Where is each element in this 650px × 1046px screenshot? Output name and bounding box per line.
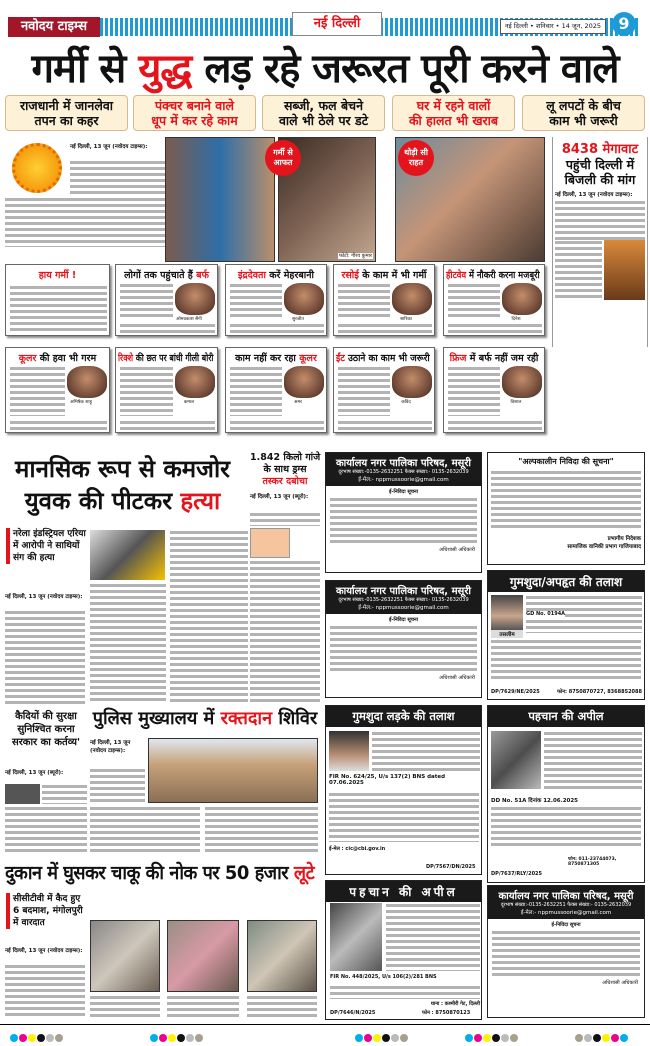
box-caption: सारिका [400,317,412,322]
subhead-line: की हालत भी खराब [408,113,499,128]
photo-credit: फोटो: गौरव कुमार [339,253,372,259]
subhead-line: धूप में कर रहे काम [151,113,238,128]
tender-sign1: प्रभागीय निदेशक [607,536,641,542]
subhead-line: वाले भी ठेले पर डटे [278,113,369,128]
power-dateline: नई दिल्ली, 13 जून (नवोदय टाइम्स): [555,192,633,198]
boxes_row1-box-4 [443,264,545,336]
missing-woman-gd: GD No. 0194A [526,611,566,617]
box-portrait [175,366,215,398]
photo-identify-2 [330,903,382,971]
box-title: कूलर की हवा भी गरम [18,353,97,364]
subhead-2 [262,95,385,131]
identify2-fir: FIR No. 448/2025, U/s 106(2)/281 BNS [330,974,437,980]
color-dot [593,1034,601,1042]
mussoorie-title: कार्यालय नगर पालिका परिषद, मसूरी [335,458,471,469]
ad-identify-1 [487,705,645,883]
box-text [448,420,542,431]
box-portrait [284,283,324,315]
identify1-dd: DD No. 51A दिनांक 12.06.2025 [491,798,579,804]
missing-boy-title [326,706,481,727]
prisoners-dateline: नई दिल्ली, 13 जून (ब्यूरो): [5,770,64,776]
intro-dateline: नई दिल्ली, 13 जून (नवोदय टाइम्स): [70,144,148,150]
robbery-text [247,995,317,1017]
identify2-station-text: थाना : कश्मीरी गेट, दिल्ली [430,1001,480,1007]
box-text [448,283,500,319]
mussoorie-header [488,886,644,919]
boxes_row2-box-1 [115,347,218,433]
box-text [230,323,324,334]
color-dot [195,1034,203,1042]
page-number: 9 [612,12,636,36]
robbery-kicker: सीसीटीवी में कैद हुए 6 बदमाश, मंगोलपुरी में वारदात [6,893,86,929]
box-caption: अभिषेक शाहू [70,400,92,405]
missing-boy-title-text: गुमशुदा लड़के की तलाश [352,709,455,723]
robbery-headline-red: लूटे [293,862,315,884]
box-text [10,285,107,333]
mussoorie-text [492,930,640,978]
color-dot [150,1034,158,1042]
ad-missing-woman [487,570,645,700]
photo-identify-1 [491,731,541,789]
murder-text [170,530,248,703]
box-text [338,366,390,416]
blood-headline [90,707,320,731]
blood-headline-text: पुलिस मुख्यालय में [92,708,221,729]
color-dot [186,1034,194,1042]
prisoners-text [5,806,87,852]
subhead-1 [133,95,256,131]
identify2-title-text: पहचान की अपील [349,885,458,899]
mussoorie-notice: ई-निविदा सूचना [551,922,581,928]
dateline [500,19,606,34]
identify2-phone: फोन : 8750870123 [422,1010,471,1016]
color-dot [474,1034,482,1042]
mussoorie-header [326,581,481,614]
box-title: फ्रिज में बर्फ नहीं जम रही [449,353,539,364]
headline-text: लड़ रहे जरूरत पूरी करने वाले [191,46,619,92]
blood-headline-text: शिविर [272,708,318,729]
tender-sign2: सामाजिक वानिकी प्रभाग गाजियाबाद [567,544,641,550]
masthead [0,14,650,40]
boxes_row2-box-4 [443,347,545,433]
cctv-photo-1 [90,920,160,992]
subhead-0 [5,95,128,131]
drugs-headline-line: के साथ ड्रग्स [263,464,307,475]
photo-woman-house [165,137,275,262]
identify1-text [491,806,641,846]
color-dot [37,1034,45,1042]
subhead-3 [392,95,515,131]
boxes_row2-box-2 [225,347,327,433]
mussoorie-email: ई-मेल:- nppmussoorie@gmail.com [520,910,612,916]
box-caption: कविंद [401,400,411,405]
box-title: काम नहीं कर रहा कूलर [235,353,317,364]
color-bar [355,1027,409,1046]
blood-headline-red: रक्तदान [220,708,273,729]
identify1-phone: फोन: 011-23744073, 8750871305 [568,857,617,867]
color-dot [510,1034,518,1042]
box-portrait [502,366,542,398]
box-caption: विशाल [510,400,522,405]
intro-text [70,160,165,195]
color-dot [602,1034,610,1042]
photo-missing-boy [329,731,369,771]
box-text [120,420,215,431]
ad-identify-2 [325,880,482,1020]
power-text [555,240,602,300]
box-text [10,366,65,416]
ad-tender [487,452,645,565]
photo-missing-woman [491,595,523,630]
robbery-dateline: नई दिल्ली, 13 जून (नवोदय टाइम्स): [5,948,83,954]
box-text [448,323,542,334]
missing-woman-phone [546,689,642,695]
subhead-line: राजधानी में जानलेवा [19,98,114,113]
color-dot [168,1034,176,1042]
box-caption: दिनेश [511,317,521,322]
color-dot [483,1034,491,1042]
mussoorie-sign: अधिशासी अधिकारी [439,675,475,681]
color-dot [10,1034,18,1042]
boxes_row1-box-1 [115,264,218,336]
subhead-line: काम भी जरूरी [549,113,618,128]
ad-mussoorie-1 [325,452,482,573]
box-text [338,323,432,334]
box-portrait [67,366,107,398]
logo [8,17,100,37]
box-portrait [392,366,432,398]
photo-blood-camp [148,738,318,803]
edition-label: नई दिल्ली [292,12,382,36]
ad-missing-boy [325,705,482,875]
box-title: हीटवेव में नौकरी करना मजबूरी [446,270,540,281]
mussoorie-text [330,625,477,673]
color-dot [465,1034,473,1042]
mussoorie-notice: ई-निविदा सूचना [389,617,418,623]
headline-text: गर्मी से [31,46,139,92]
murder-dateline: नई दिल्ली, 13 जून (नवोदय टाइम्स): [5,594,83,600]
power-title-red [555,139,645,157]
logo-text: नवोदय टाइम्स [20,19,88,34]
box-text [120,283,173,319]
color-dot [620,1034,628,1042]
identify2-title [326,881,481,902]
subhead-line: पंक्चर बनाने वाले [155,98,234,113]
missing-boy-text [372,731,480,771]
box-text [10,420,107,431]
color-dot [391,1034,399,1042]
drugs-dateline: नई दिल्ली, 13 जून (ब्यूरो): [250,494,309,500]
identify2-station [386,1001,480,1007]
tender-title-text: "अल्पकालीन निविदा की सूचना" [518,457,614,466]
mussoorie-sign: अधिशासी अधिकारी [602,980,638,986]
power-title: पहुंची दिल्ली में बिजली की मांग [564,157,636,187]
mussoorie-title: कार्यालय नगर पालिका परिषद, मसूरी [498,891,634,902]
court-photo [5,784,40,804]
identify1-text [544,731,642,789]
mussoorie-text [330,497,477,545]
box-text [230,366,282,416]
color-bar [10,1027,64,1046]
missing-woman-title [488,571,644,592]
box-text [120,323,215,334]
color-dot [382,1034,390,1042]
boxes_row2-box-0 [5,347,110,433]
color-dot [19,1034,27,1042]
mussoorie-email: ई-मेल:- nppmussoorie@gmail.com [358,477,449,483]
subhead-line: घर में रहने वालों [416,98,491,113]
subhead-line: सब्जी, फल बेचने [283,98,364,113]
prisoners-headline: कैदियों की सुरक्षा सुनिश्चित करना सरकार का कर्तव्य' [11,711,81,748]
box-title: ईंट उठाने का काम भी जरूरी [336,353,430,364]
box-caption: अमर [294,400,302,405]
tender-title [491,456,641,467]
badge-garmi: गर्मी से आफत [265,140,301,176]
color-dot [355,1034,363,1042]
color-bar [575,1027,629,1046]
color-bar [465,1027,519,1046]
robbery-text [5,964,85,1016]
sun-icon [12,143,62,193]
color-dot [28,1034,36,1042]
identify1-title-text: पहचान की अपील [528,709,604,723]
murder-headline-line: मानसिक रूप से कमजोर [15,455,230,483]
badge-rahat: थोड़ी सी राहत [398,140,434,176]
color-dot [46,1034,54,1042]
blood-text [205,806,318,854]
robbery-headline-text: दुकान में घुसकर चाकू की नोक पर 50 हजार [5,862,294,884]
mussoorie-phone: दूरभाष संख्या:-0135-2632251 फैक्स संख्या:- 0135-2632039 [500,902,632,908]
box-portrait [502,283,542,315]
intro-text [5,197,165,247]
box-title: इंद्रदेवता करें मेहरबानी [238,270,314,281]
murder-text [5,610,85,704]
missing-boy-text [329,792,479,842]
color-bar [150,1027,204,1046]
missing-woman-text [491,639,641,679]
box-title: रसोई के काम में भी गर्मी [341,270,427,281]
drugs-headline [250,452,320,488]
blood-text [90,806,200,854]
missing-woman-code: DP/7629/NE/2025 [491,689,540,695]
box-text [338,420,432,431]
color-dot [584,1034,592,1042]
missing-woman-title-text: गुमशुदा/अपहृत की तलाश [509,575,623,589]
box-caption: कमाल [183,400,195,405]
illustration-beating [90,530,165,580]
identify1-title [488,706,644,727]
box-text [338,283,390,319]
subhead-4 [522,95,645,131]
prisoners-text [42,784,87,804]
box-text [448,366,500,416]
mussoorie-phone: दूरभाष संख्या:-0135-2632251 फैक्स संख्या:- 0135-2632039 [338,469,469,475]
murder-kicker: नरेला इंडस्ट्रियल एरिया में आरोपी ने साथियों संग की हत्या [6,528,86,564]
missing-boy-email: ई-मेल : cic@cbi.gov.in [329,846,386,852]
box-text [230,283,282,319]
identify2-text [330,985,480,999]
robbery-text [167,995,239,1017]
power-title-red-text: 8438 मेगावाट [561,142,639,157]
headline-highlight: युद्ध [138,46,192,92]
box-portrait [175,283,215,315]
color-dot [364,1034,372,1042]
identify2-code: DP/7646/N/2025 [330,1010,376,1016]
box-title: रिक्शे की छत पर बांधी गीली बोरी [118,353,214,364]
box-title: हाय गर्मी ! [38,270,77,281]
blood-dateline: नई दिल्ली, 13 जून (नवोदय टाइम्स): [90,740,131,754]
ad-mussoorie-2 [325,580,482,698]
color-dot [400,1034,408,1042]
mussoorie-phone: दूरभाष संख्या:-0135-2632251 फैक्स संख्या:- 0135-2632039 [338,597,469,603]
color-dot [492,1034,500,1042]
murder-text [90,583,166,703]
subhead-line: तपन का कहर [34,113,99,128]
missing-boy-code: DP/7567/DN/2025 [426,864,476,870]
box-portrait [392,283,432,315]
box-caption: सुरजीत [292,317,304,322]
handcuffs-image [250,528,290,558]
power-text [555,200,645,240]
robbery-headline [5,860,320,886]
mussoorie-title: कार्यालय नगर पालिका परिषद, मसूरी [335,586,471,597]
murder-headline-line: युवक की पीटकर [24,487,181,515]
drugs-headline-line: 1.842 किलो गांजे [250,452,321,463]
color-dot [575,1034,583,1042]
subhead-line: लू लपटों के बीच [546,98,621,113]
robbery-text [90,995,160,1017]
mussoorie-email: ई-मेल:- nppmussoorie@gmail.com [358,605,449,611]
color-dot [373,1034,381,1042]
tender-text [491,470,641,530]
identify1-code: DP/7637/RLY/2025 [491,871,543,877]
missing-woman-phone-text: फोन: 8750870727, 8368852088 [557,689,642,695]
blood-text [90,768,145,802]
boxes_row1-box-2 [225,264,327,336]
box-portrait [284,366,324,398]
boxes_row1-box-3 [333,264,435,336]
mussoorie-header [326,453,481,486]
murder-headline-red: हत्या [180,487,221,515]
box-text [230,420,324,431]
color-dot [501,1034,509,1042]
cctv-photo-3 [247,920,317,992]
boxes_row1-box-0 [5,264,110,336]
registration-marks [0,1024,650,1036]
box-text [120,366,173,416]
power-tower-photo [604,240,645,300]
power-story [552,137,648,347]
missing-boy-fir: FIR No. 624/25, U/s 137(2) BNS dated 07.06.2025 [329,774,446,786]
identify2-text [386,903,480,971]
color-dot [177,1034,185,1042]
main-headline [5,46,645,92]
drugs-text [250,512,320,526]
dateline-text: नई दिल्ली • शनिवार • 14 जून, 2025 [504,22,602,30]
color-dot [55,1034,63,1042]
murder-headline [0,453,245,517]
color-dot [611,1034,619,1042]
box-caption: ओमप्रकाश सैनी [176,317,202,322]
boxes_row2-box-3 [333,347,435,433]
cctv-photo-2 [167,920,239,992]
mussoorie-notice: ई-निविदा सूचना [389,489,418,495]
drugs-headline-red: तस्कर दबोचा [262,476,308,487]
color-dot [159,1034,167,1042]
missing-woman-name: तसलीम [491,630,523,638]
mussoorie-sign: अधिशासी अधिकारी [439,547,475,553]
box-title: लोगों तक पहुंचाते हैं बर्फ [124,270,209,281]
ad-mussoorie-3 [487,885,645,1018]
drugs-text [250,560,320,703]
